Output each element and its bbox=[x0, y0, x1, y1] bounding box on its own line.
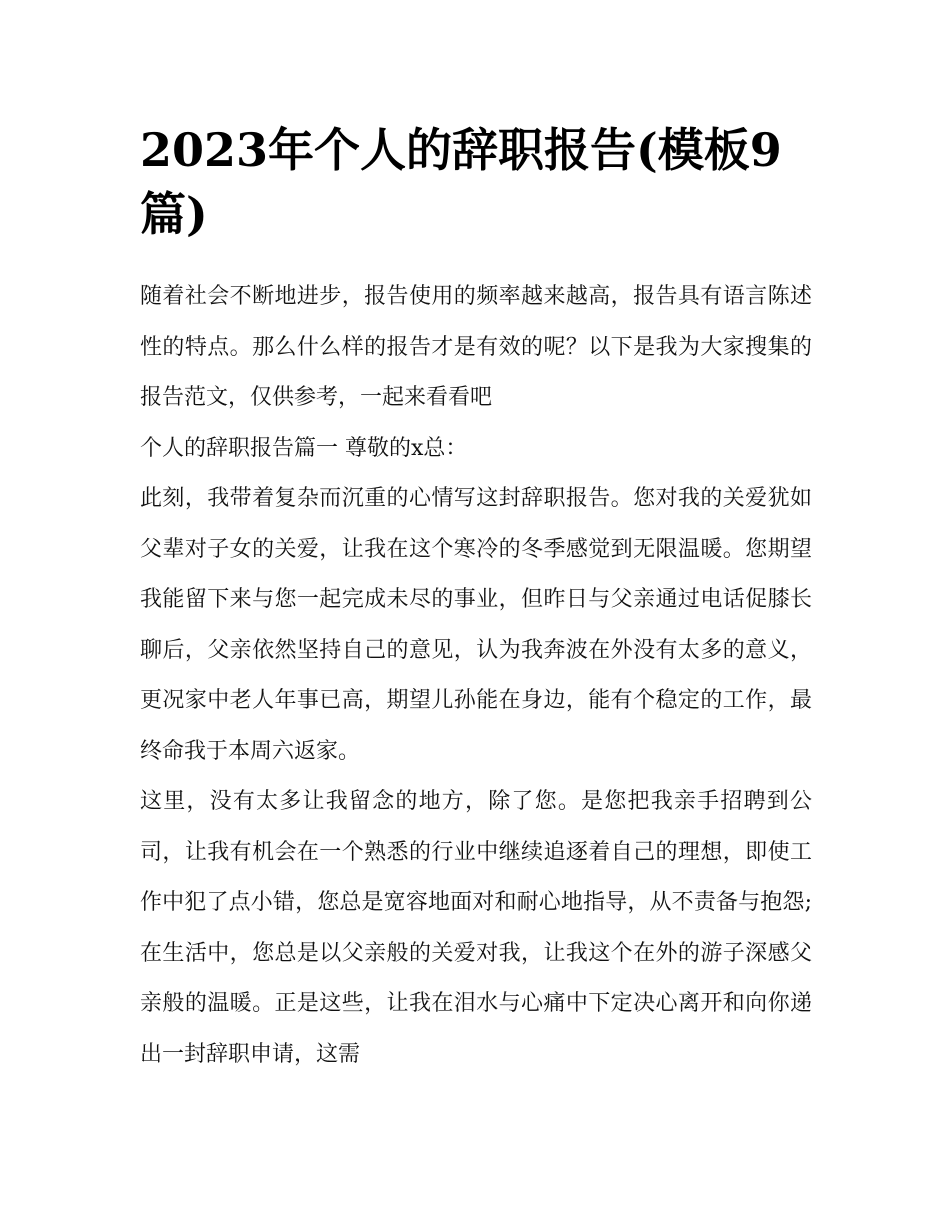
intro-paragraph: 随着社会不断地进步，报告使用的频率越来越高，报告具有语言陈述性的特点。那么什么样的报告才是有效的呢？以下是我为大家搜集的报告范文，仅供参考，一起来看看吧 bbox=[140, 284, 812, 410]
section-heading-salutation: 个人的辞职报告篇一 尊敬的x总： bbox=[140, 435, 468, 461]
document-body bbox=[140, 272, 812, 1080]
body-paragraph: 这里，没有太多让我留念的地方，除了您。是您把我亲手招聘到公司，让我有机会在一个熟悉的行业中继续追逐着自己的理想，即使工作中犯了点小错，您总是宽容地面对和耐心地指导，从不责备与抱怨;在生活中，您总是以父亲般的关爱对我，让我这个在外的游子深感父亲般的温暖。正是这些，让我在泪水与心痛中下定决心离开和向你递出一封辞职申请，这需 bbox=[140, 789, 812, 1067]
body-paragraph: 此刻，我带着复杂而沉重的心情写这封辞职报告。您对我的关爱犹如父辈对子女的关爱，让我在这个寒冷的冬季感觉到无限温暖。您期望我能留下来与您一起完成未尽的事业，但昨日与父亲通过电话促膝长聊后，父亲依然坚持自己的意见，认为我奔波在外没有太多的意义，更况家中老人年事已高，期望儿孙能在身边，能有个稳定的工作，最终命我于本周六返家。 bbox=[140, 486, 812, 764]
document-content bbox=[140, 118, 812, 1080]
document-title: 2023年个人的辞职报告(模板9篇) bbox=[140, 123, 782, 241]
